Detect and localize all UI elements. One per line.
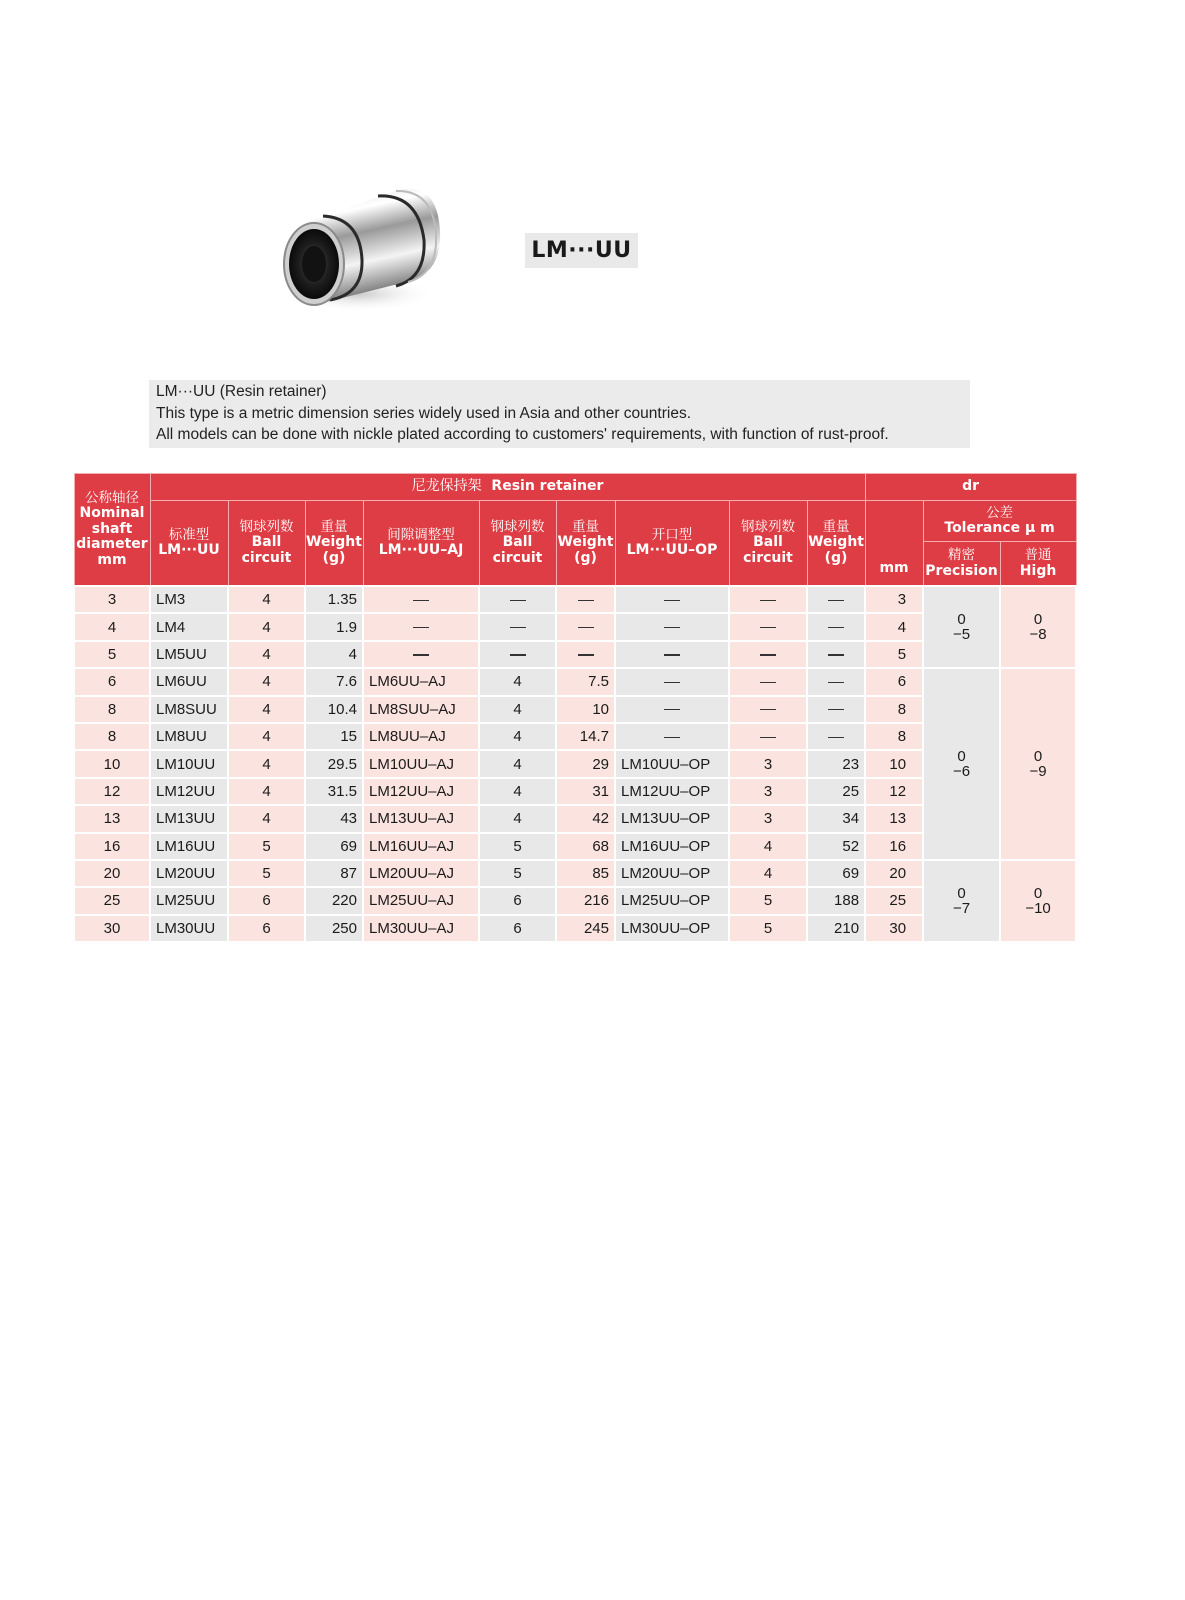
dash-empty-value: [510, 654, 526, 655]
standard-model-cell: LM8UU: [150, 723, 228, 750]
weight-open-cell: [807, 723, 865, 750]
dr-mm-cell: 12: [865, 778, 923, 805]
header-standard-type: 标准型 LM···UU: [150, 501, 228, 587]
weight-standard-cell: 1.9: [305, 613, 363, 640]
ball-circuit-open-cell: 4: [729, 833, 807, 860]
standard-model-cell: LM6UU: [150, 668, 228, 695]
dr-mm-cell: 30: [865, 915, 923, 942]
dash-empty-value: [760, 709, 776, 710]
high-lower-value: −9: [1029, 763, 1047, 781]
dash-empty-value: [664, 737, 680, 738]
dash-empty-value: [828, 682, 844, 683]
precision-upper-value: 0: [957, 884, 966, 902]
dash-empty-value: [760, 682, 776, 683]
weight-adjustable-cell: [556, 641, 615, 668]
ball-circuit-adjustable-cell: 4: [479, 723, 556, 750]
open-model-cell: LM25UU–OP: [615, 887, 729, 914]
dash-empty-value: [760, 600, 776, 601]
ball-circuit-standard-cell: 4: [228, 805, 305, 832]
adjustable-model-cell: LM8UU–AJ: [363, 723, 479, 750]
shaft-diameter-cell: 20: [74, 860, 150, 887]
open-model-cell: [615, 668, 729, 695]
dr-mm-cell: 10: [865, 750, 923, 777]
weight-adjustable-cell: 14.7: [556, 723, 615, 750]
precision-upper-value: 0: [957, 611, 966, 629]
high-tolerance-cell: [1000, 586, 1076, 668]
header-adjustable-type: 间隙调整型 LM···UU–AJ: [363, 501, 479, 587]
header-open-type: 开口型 LM···UU–OP: [615, 501, 729, 587]
shaft-diameter-cell: 25: [74, 887, 150, 914]
ball-circuit-standard-cell: 4: [228, 586, 305, 613]
open-model-cell: [615, 586, 729, 613]
ball-circuit-standard-cell: 4: [228, 723, 305, 750]
header-weight-standard: 重量 Weight (g): [305, 501, 363, 587]
ball-circuit-standard-cell: 4: [228, 613, 305, 640]
adjustable-model-cell: LM20UU–AJ: [363, 860, 479, 887]
dash-empty-value: [828, 600, 844, 601]
standard-model-cell: LM10UU: [150, 750, 228, 777]
ball-circuit-standard-cell: 4: [228, 696, 305, 723]
shaft-diameter-cell: 16: [74, 833, 150, 860]
weight-adjustable-cell: 216: [556, 887, 615, 914]
dash-empty-value: [413, 627, 429, 628]
ball-circuit-open-cell: [729, 641, 807, 668]
dash-empty-value: [828, 654, 844, 655]
dash-empty-value: [578, 627, 594, 628]
ball-circuit-standard-cell: 6: [228, 915, 305, 942]
dr-mm-cell: 4: [865, 613, 923, 640]
adjustable-model-cell: LM10UU–AJ: [363, 750, 479, 777]
dash-empty-value: [828, 709, 844, 710]
standard-model-cell: LM20UU: [150, 860, 228, 887]
open-model-cell: LM10UU–OP: [615, 750, 729, 777]
ball-circuit-standard-cell: 5: [228, 833, 305, 860]
open-model-cell: LM16UU–OP: [615, 833, 729, 860]
weight-standard-cell: 43: [305, 805, 363, 832]
shaft-diameter-cell: 5: [74, 641, 150, 668]
adjustable-model-cell: [363, 641, 479, 668]
dr-mm-cell: 5: [865, 641, 923, 668]
weight-open-cell: 210: [807, 915, 865, 942]
weight-open-cell: 34: [807, 805, 865, 832]
header-ball-circuit-open: 钢球列数 Ball circuit: [729, 501, 807, 587]
dr-mm-cell: 20: [865, 860, 923, 887]
dr-mm-cell: 16: [865, 833, 923, 860]
dash-empty-value: [664, 600, 680, 601]
ball-circuit-adjustable-cell: [479, 641, 556, 668]
shaft-diameter-cell: 4: [74, 613, 150, 640]
open-model-cell: [615, 641, 729, 668]
ball-circuit-open-cell: 4: [729, 860, 807, 887]
ball-circuit-standard-cell: 4: [228, 750, 305, 777]
adjustable-model-cell: LM12UU–AJ: [363, 778, 479, 805]
ball-circuit-open-cell: [729, 696, 807, 723]
header-weight-open: 重量 Weight (g): [807, 501, 865, 587]
adjustable-model-cell: LM30UU–AJ: [363, 915, 479, 942]
open-model-cell: [615, 723, 729, 750]
ball-circuit-adjustable-cell: 4: [479, 668, 556, 695]
dash-empty-value: [828, 627, 844, 628]
precision-lower-value: −7: [952, 899, 971, 917]
table-row: [74, 586, 1076, 613]
standard-model-cell: LM12UU: [150, 778, 228, 805]
weight-adjustable-cell: 85: [556, 860, 615, 887]
weight-adjustable-cell: 42: [556, 805, 615, 832]
precision-lower-value: −6: [952, 763, 971, 781]
adjustable-model-cell: LM6UU–AJ: [363, 668, 479, 695]
dash-empty-value: [760, 627, 776, 628]
weight-open-cell: 23: [807, 750, 865, 777]
standard-model-cell: LM30UU: [150, 915, 228, 942]
dash-empty-value: [510, 600, 526, 601]
ball-circuit-adjustable-cell: 4: [479, 778, 556, 805]
dash-empty-value: [760, 654, 776, 655]
high-upper-value: 0: [1033, 884, 1043, 902]
weight-standard-cell: 31.5: [305, 778, 363, 805]
weight-standard-cell: 29.5: [305, 750, 363, 777]
header-ball-circuit-adjustable: 钢球列数 Ball circuit: [479, 501, 556, 587]
dash-empty-value: [664, 627, 680, 628]
dash-empty-value: [760, 737, 776, 738]
dr-mm-cell: 6: [865, 668, 923, 695]
dash-empty-value: [828, 737, 844, 738]
open-model-cell: [615, 696, 729, 723]
ball-circuit-adjustable-cell: 4: [479, 696, 556, 723]
ball-circuit-standard-cell: 4: [228, 778, 305, 805]
ball-circuit-adjustable-cell: 6: [479, 915, 556, 942]
model-title-tag: LM···UU: [525, 233, 638, 268]
high-tolerance-cell: [1000, 668, 1076, 860]
dash-empty-value: [413, 600, 429, 601]
weight-standard-cell: 4: [305, 641, 363, 668]
specification-table: [73, 473, 1077, 943]
high-lower-value: −10: [1025, 899, 1051, 917]
dr-mm-cell: 8: [865, 696, 923, 723]
table-row: [74, 668, 1076, 695]
dash-empty-value: [510, 627, 526, 628]
high-lower-value: −8: [1029, 626, 1047, 644]
shaft-diameter-cell: 12: [74, 778, 150, 805]
ball-circuit-open-cell: [729, 723, 807, 750]
open-model-cell: LM20UU–OP: [615, 860, 729, 887]
ball-circuit-adjustable-cell: 5: [479, 833, 556, 860]
weight-open-cell: [807, 586, 865, 613]
standard-model-cell: LM5UU: [150, 641, 228, 668]
standard-model-cell: LM13UU: [150, 805, 228, 832]
weight-adjustable-cell: [556, 613, 615, 640]
header-high: 普通 High: [1000, 542, 1076, 587]
shaft-diameter-cell: 13: [74, 805, 150, 832]
ball-circuit-open-cell: 3: [729, 778, 807, 805]
ball-circuit-open-cell: 5: [729, 915, 807, 942]
description-line-1: LM···UU (Resin retainer): [156, 383, 327, 400]
dr-mm-cell: 3: [865, 586, 923, 613]
weight-adjustable-cell: 68: [556, 833, 615, 860]
ball-circuit-open-cell: 5: [729, 887, 807, 914]
dash-empty-value: [664, 682, 680, 683]
description-line-2: This type is a metric dimension series widely used in Asia and other countries.: [156, 404, 691, 422]
ball-circuit-adjustable-cell: 6: [479, 887, 556, 914]
weight-open-cell: 52: [807, 833, 865, 860]
ball-circuit-standard-cell: 4: [228, 641, 305, 668]
dash-empty-value: [578, 600, 594, 601]
ball-circuit-standard-cell: 5: [228, 860, 305, 887]
header-ball-circuit-standard: 钢球列数 Ball circuit: [228, 501, 305, 587]
description-line-3: All models can be done with nickle plated according to customers' requirements, with function of rust-proof.: [156, 426, 889, 443]
ball-circuit-open-cell: [729, 613, 807, 640]
ball-circuit-adjustable-cell: 5: [479, 860, 556, 887]
precision-tolerance-cell: [923, 668, 1000, 860]
weight-open-cell: [807, 668, 865, 695]
weight-standard-cell: 15: [305, 723, 363, 750]
shaft-diameter-cell: 3: [74, 586, 150, 613]
precision-tolerance-cell: [923, 586, 1000, 668]
header-dr-mm: mm: [865, 501, 923, 587]
weight-open-cell: 25: [807, 778, 865, 805]
weight-standard-cell: 1.35: [305, 586, 363, 613]
description-box: [149, 380, 970, 448]
adjustable-model-cell: [363, 586, 479, 613]
table-header: [74, 474, 1076, 587]
ball-circuit-open-cell: 3: [729, 750, 807, 777]
dash-empty-value: [664, 709, 680, 710]
dr-mm-cell: 13: [865, 805, 923, 832]
standard-model-cell: LM8SUU: [150, 696, 228, 723]
high-upper-value: 0: [1033, 748, 1043, 766]
weight-standard-cell: 87: [305, 860, 363, 887]
weight-adjustable-cell: 31: [556, 778, 615, 805]
high-tolerance-cell: [1000, 860, 1076, 942]
weight-open-cell: [807, 696, 865, 723]
weight-adjustable-cell: [556, 586, 615, 613]
weight-open-cell: 188: [807, 887, 865, 914]
weight-standard-cell: 250: [305, 915, 363, 942]
header-group-dr: dr: [865, 474, 1076, 501]
ball-circuit-open-cell: 3: [729, 805, 807, 832]
weight-adjustable-cell: 29: [556, 750, 615, 777]
table-body: [74, 586, 1076, 942]
adjustable-model-cell: LM16UU–AJ: [363, 833, 479, 860]
header-weight-adjustable: 重量 Weight (g): [556, 501, 615, 587]
ball-circuit-open-cell: [729, 668, 807, 695]
shaft-diameter-cell: 8: [74, 723, 150, 750]
high-upper-value: 0: [1033, 611, 1043, 629]
header-precision: 精密 Precision: [923, 542, 1000, 587]
precision-upper-value: 0: [957, 748, 966, 766]
weight-standard-cell: 69: [305, 833, 363, 860]
ball-circuit-adjustable-cell: [479, 613, 556, 640]
weight-open-cell: [807, 613, 865, 640]
weight-open-cell: [807, 641, 865, 668]
weight-adjustable-cell: 7.5: [556, 668, 615, 695]
dr-mm-cell: 25: [865, 887, 923, 914]
dash-empty-value: [578, 654, 594, 655]
standard-model-cell: LM16UU: [150, 833, 228, 860]
linear-bearing-product-image: [278, 182, 450, 314]
shaft-diameter-cell: 30: [74, 915, 150, 942]
ball-circuit-adjustable-cell: 4: [479, 805, 556, 832]
dash-empty-value: [664, 654, 680, 655]
weight-open-cell: 69: [807, 860, 865, 887]
table-row: [74, 860, 1076, 887]
weight-adjustable-cell: 10: [556, 696, 615, 723]
ball-circuit-standard-cell: 6: [228, 887, 305, 914]
open-model-cell: LM30UU–OP: [615, 915, 729, 942]
standard-model-cell: LM4: [150, 613, 228, 640]
weight-standard-cell: 220: [305, 887, 363, 914]
precision-tolerance-cell: [923, 860, 1000, 942]
weight-standard-cell: 10.4: [305, 696, 363, 723]
standard-model-cell: LM3: [150, 586, 228, 613]
adjustable-model-cell: LM25UU–AJ: [363, 887, 479, 914]
ball-circuit-adjustable-cell: [479, 586, 556, 613]
ball-circuit-open-cell: [729, 586, 807, 613]
adjustable-model-cell: LM8SUU–AJ: [363, 696, 479, 723]
adjustable-model-cell: [363, 613, 479, 640]
open-model-cell: [615, 613, 729, 640]
ball-circuit-standard-cell: 4: [228, 668, 305, 695]
open-model-cell: LM12UU–OP: [615, 778, 729, 805]
precision-lower-value: −5: [952, 626, 971, 644]
weight-adjustable-cell: 245: [556, 915, 615, 942]
shaft-diameter-cell: 6: [74, 668, 150, 695]
header-nominal-shaft-diameter: 公称轴径 Nominal shaft diameter mm: [74, 474, 150, 587]
header-tolerance: 公差 Tolerance μ m: [923, 501, 1076, 542]
shaft-diameter-cell: 10: [74, 750, 150, 777]
standard-model-cell: LM25UU: [150, 887, 228, 914]
dr-mm-cell: 8: [865, 723, 923, 750]
open-model-cell: LM13UU–OP: [615, 805, 729, 832]
shaft-diameter-cell: 8: [74, 696, 150, 723]
header-group-resin-retainer: 尼龙保持架 Resin retainer: [150, 474, 865, 501]
ball-circuit-adjustable-cell: 4: [479, 750, 556, 777]
adjustable-model-cell: LM13UU–AJ: [363, 805, 479, 832]
weight-standard-cell: 7.6: [305, 668, 363, 695]
dash-empty-value: [413, 654, 429, 655]
